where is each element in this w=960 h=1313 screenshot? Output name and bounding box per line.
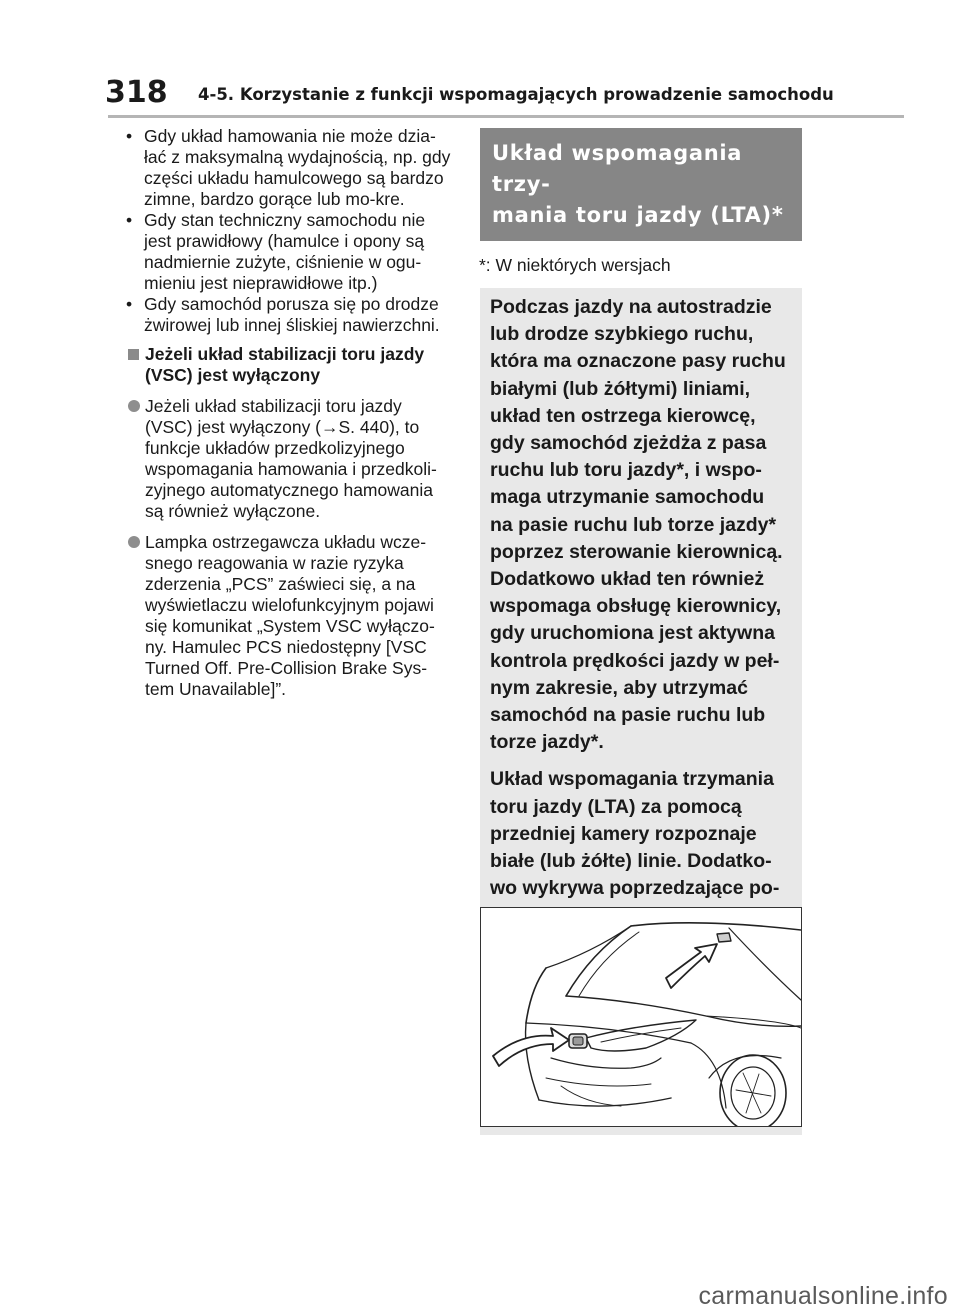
vsc-heading-text: Jeżeli układ stabilizacji toru jazdy (VSC) jest wyłączony bbox=[145, 344, 425, 385]
circle-bullet-icon bbox=[128, 536, 140, 548]
bullet-item: • Gdy samochód porusza się po drodze żwirowej lub innej śliskiej nawierzchni. bbox=[108, 294, 453, 336]
availability-note: *: W niektórych wersjach bbox=[479, 255, 671, 275]
banner-line-1: Układ wspomagania trzy- bbox=[492, 141, 743, 196]
pcs-warning-paragraph bbox=[108, 532, 453, 700]
watermark: carmanualsonline.info bbox=[698, 1282, 948, 1310]
page-number: 318 bbox=[105, 75, 168, 110]
section-title: 4-5. Korzystanie z funkcji wspomagających prowadzenie samochodu bbox=[198, 85, 834, 104]
lta-description-box bbox=[480, 288, 802, 948]
car-front-drawing bbox=[481, 908, 801, 1126]
pcs-warning-text: Lampka ostrzegawcza układu wcze-snego reagowania w razie ryzyka zderzenia „PCS” zaświeci się, a na wyświetlaczu wielofunkcyjnym pojawi się komunikat „System VSC wyłączo-ny. Hamulec PCS niedostępny [VSC Turned Off. Pre-Collision Brake Sys-tem Unavailable]”. bbox=[145, 532, 435, 699]
vsc-heading bbox=[108, 344, 453, 386]
right-column bbox=[480, 128, 802, 948]
vsc-paragraph bbox=[108, 396, 453, 522]
square-bullet-icon bbox=[128, 349, 139, 360]
lta-section-banner bbox=[480, 128, 802, 241]
bullet-item: • Gdy stan techniczny samochodu nie jest prawidłowy (hamulce i opony są nadmiernie zużyte, ciśnienie w ogu-mieniu jest nieprawidłowe itp.) bbox=[108, 210, 453, 294]
illustration-frame bbox=[480, 907, 802, 1127]
circle-bullet-icon bbox=[128, 400, 140, 412]
vsc-paragraph-text: Jeżeli układ stabilizacji toru jazdy (VSC) jest wyłączony (→S. 440), to funkcje układów przedkolizyjnego wspomagania hamowania i przedkoli-zyjnego automatycznego hamowania są również wyłączone. bbox=[145, 396, 437, 521]
header-divider bbox=[108, 115, 904, 118]
camera-illustration bbox=[480, 907, 802, 1135]
banner-line-2: mania toru jazdy (LTA)* bbox=[492, 203, 784, 227]
bullet-item: • Gdy układ hamowania nie może dzia-łać z maksymalną wydajnością, np. gdy części układu hamulcowego są bardzo zimne, bardzo gorące lub mo-kre. bbox=[108, 126, 453, 210]
lta-description-1: Podczas jazdy na autostradzie lub drodze szybkiego ruchu, która ma oznaczone pasy ruchu białymi (lub żółtymi) liniami, układ ten ostrzega kierowcę, gdy samochód zjeżdża z pasa ruchu lub toru jazdy*, i wspo-maga utrzymanie samochodu na pasie ruchu lub torze jazdy* poprzez sterowanie kierownicą. Dodatkowo układ ten również wspomaga obsługę kierownicy, gdy uruchomiona jest aktywna kontrola prędkości jazdy w peł-nym zakresie, aby utrzymać samochód na pasie ruchu lub torze jazdy*. bbox=[490, 296, 786, 754]
lta-description-2: Układ wspomagania trzymania toru jazdy (LTA) za pomocą przedniej kamery rozpoznaje białe (lub żółte) linie. Dodatko-wo wykrywa poprzedzające po- bbox=[490, 768, 780, 900]
left-column bbox=[108, 126, 453, 700]
